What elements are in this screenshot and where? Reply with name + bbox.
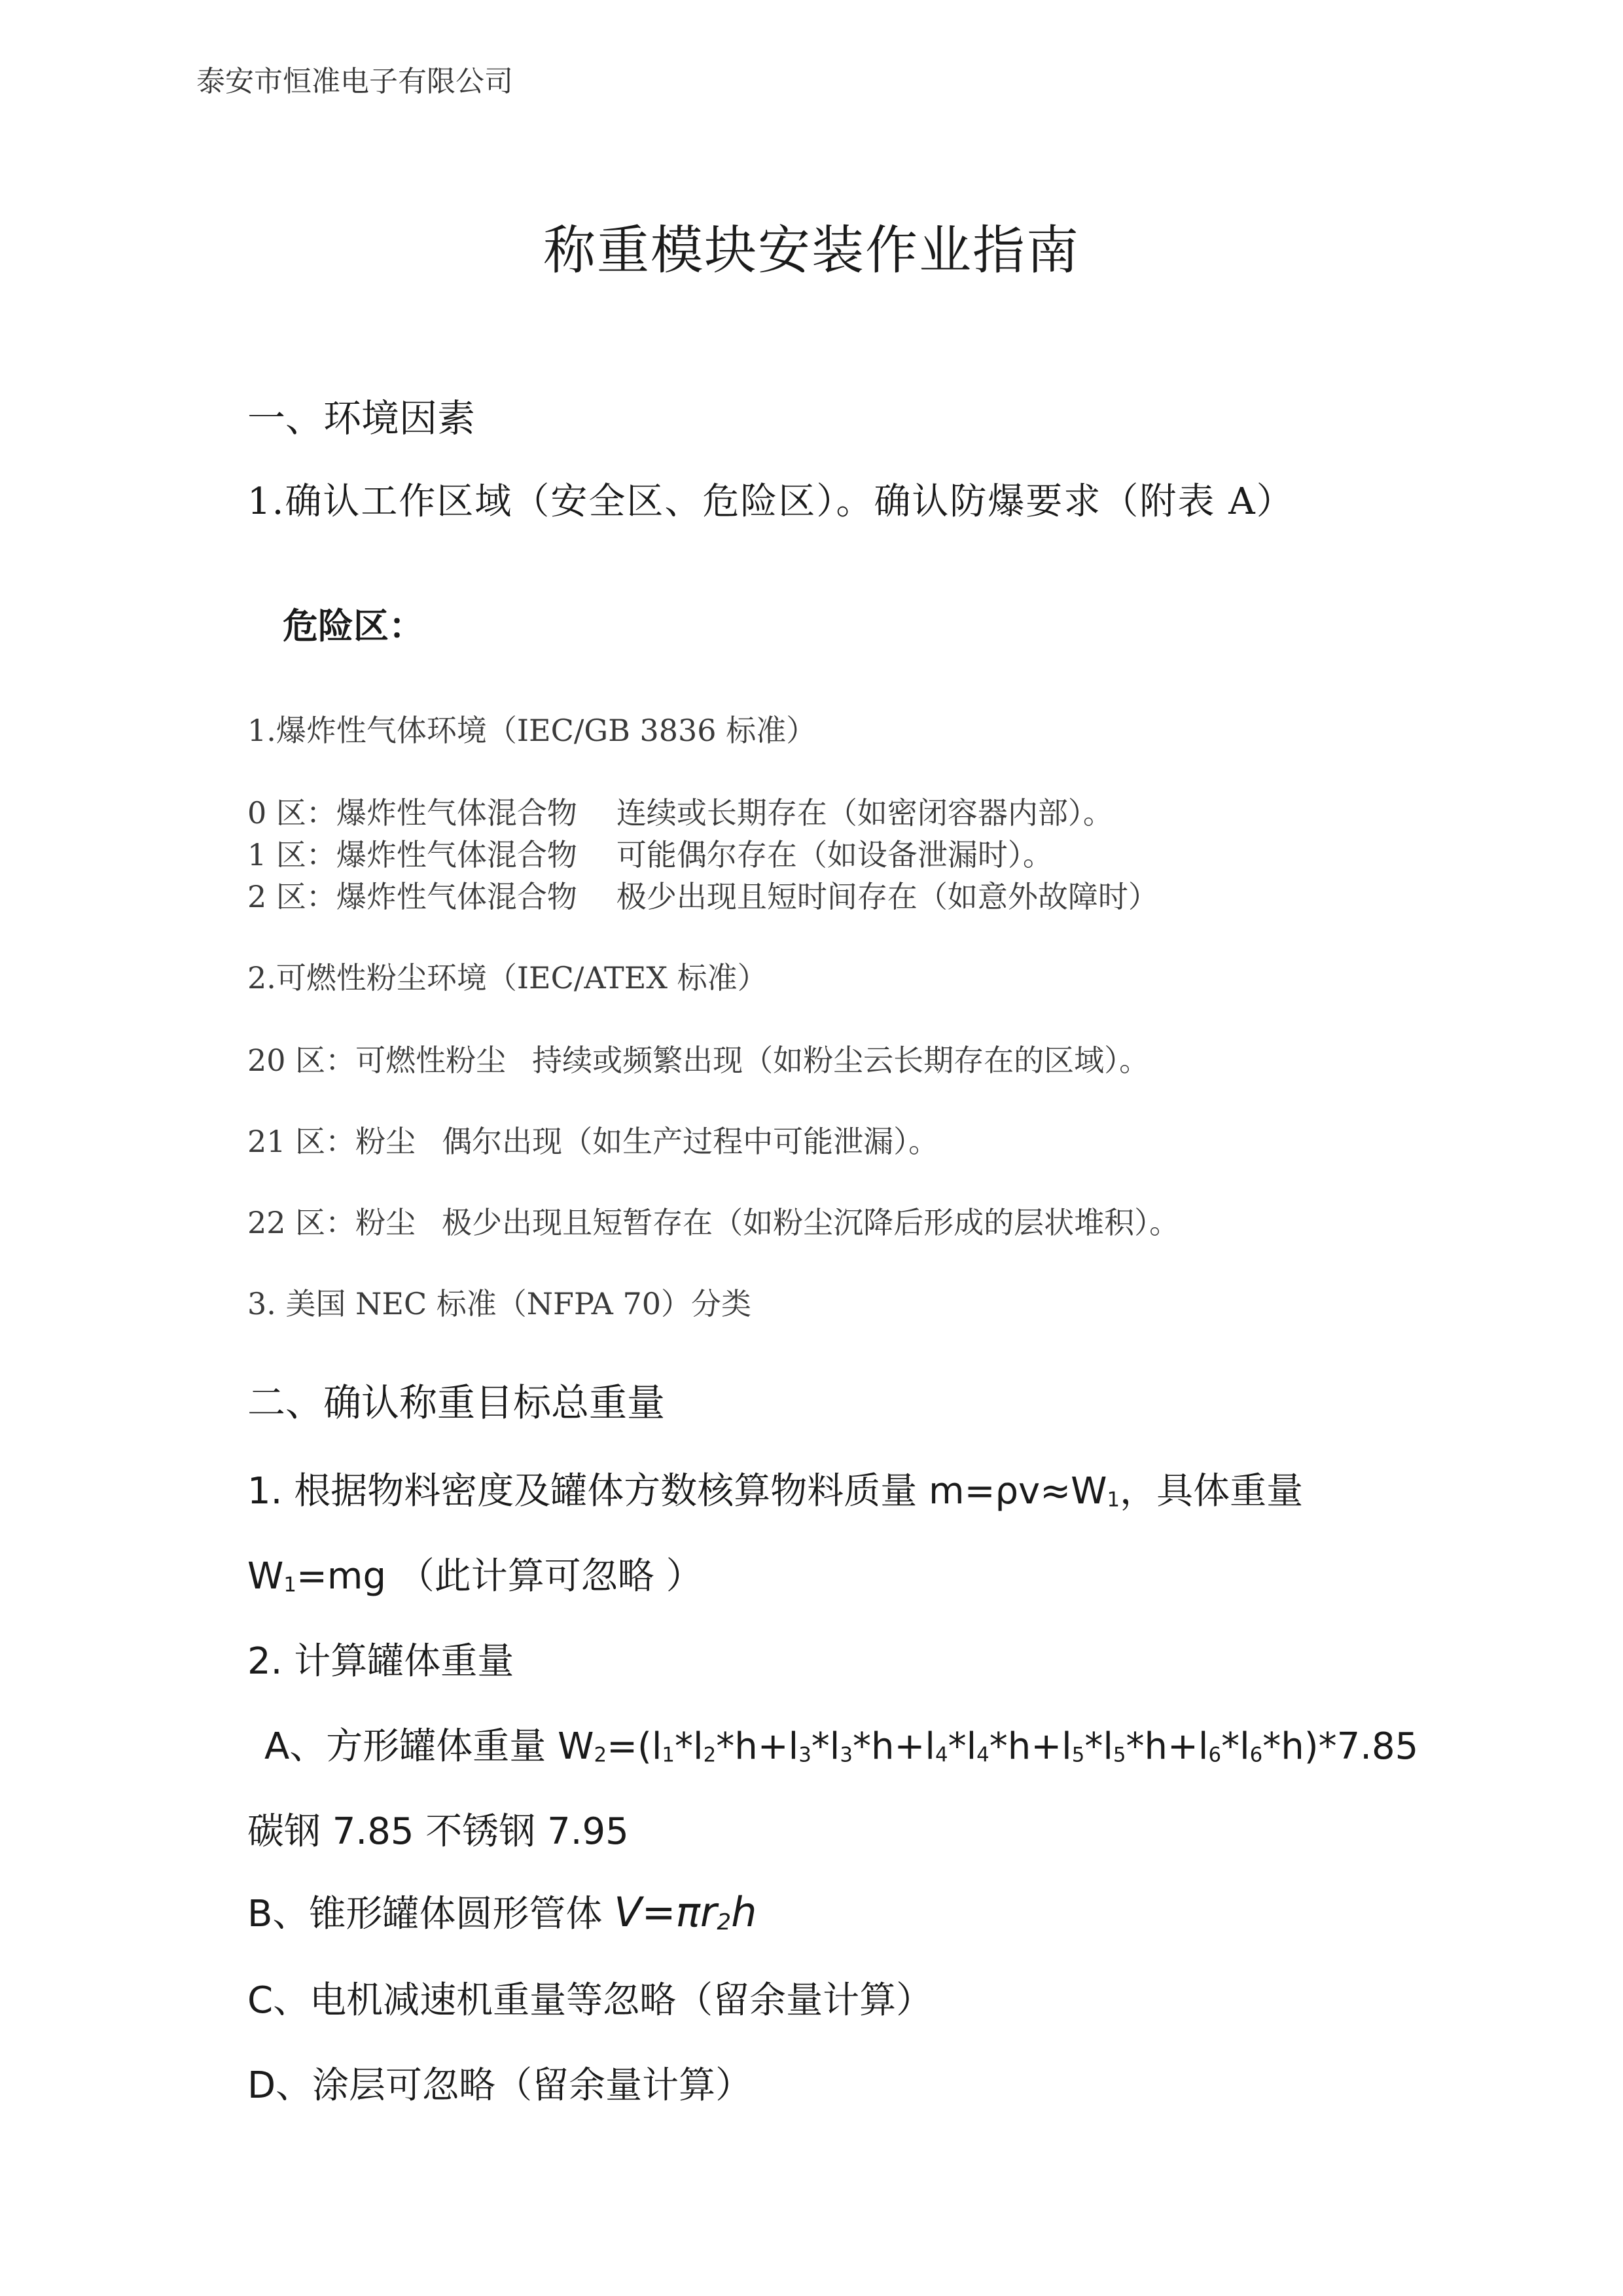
material-mass-line2 [247, 1547, 703, 1600]
s5: 4 [935, 1743, 948, 1767]
w1-label: W [247, 1555, 284, 1598]
zone-1-row [247, 831, 1053, 874]
t1: *l [675, 1725, 704, 1768]
s1: 1 [662, 1743, 675, 1767]
s7: 5 [1071, 1743, 1085, 1767]
document-title: 称重模块安装作业指南 [543, 220, 1080, 281]
tank-weight-item: 2. 计算罐体重量 [247, 1640, 514, 1683]
zone-22-desc: 极少出现且短暂存在（如粉尘沉降后形成的层状堆积）。 [442, 1205, 1180, 1240]
zone-20-row [247, 1037, 1149, 1080]
square-tank-formula [264, 1717, 1418, 1770]
motor-reducer-text: C、电机减速机重量等忽略（留余量计算） [247, 1979, 933, 2022]
zone-22-label: 22 区：粉尘 [247, 1205, 416, 1240]
s6: 4 [976, 1743, 990, 1767]
t9: *l [1221, 1725, 1250, 1768]
t7: *l [1084, 1725, 1113, 1768]
zone-2-row [247, 873, 1158, 916]
a-prefix: A、方形罐体重量 W [264, 1725, 594, 1768]
zone-1-label: 1 区：爆炸性气体混合物 [247, 837, 577, 872]
t4: *h+l [852, 1725, 935, 1768]
r-squared-subscript: 2 [717, 1909, 732, 1936]
w2-subscript: 2 [594, 1743, 607, 1767]
cone-tank-formula [247, 1885, 757, 1937]
danger-zone-label: 危险区： [283, 605, 424, 647]
s8: 5 [1113, 1743, 1126, 1767]
volume-formula: V=πr [614, 1888, 717, 1936]
s9: 6 [1208, 1743, 1222, 1767]
w1-subscript-2: 1 [283, 1573, 296, 1597]
zone-0-label: 0 区：爆炸性气体混合物 [247, 795, 577, 831]
t10: *h)*7.85 [1262, 1725, 1419, 1768]
section2-heading: 二、确认称重目标总重量 [247, 1380, 666, 1425]
t2: *h+l [716, 1725, 799, 1768]
zone-2-desc: 极少出现且短时间存在（如意外故障时） [616, 879, 1158, 914]
zone-2-label: 2 区：爆炸性气体混合物 [247, 879, 577, 914]
t8: *h+l [1126, 1725, 1209, 1768]
s10: 6 [1249, 1743, 1263, 1767]
section1-heading: 一、环境因素 [247, 396, 476, 440]
zone-0-row [247, 789, 1113, 833]
s2: 2 [703, 1743, 717, 1767]
zone-20-desc: 持续或频繁出现（如粉尘云长期存在的区域）。 [532, 1043, 1150, 1078]
f0: =(l [607, 1725, 662, 1768]
zone-20-label: 20 区：可燃性粉尘 [247, 1043, 507, 1078]
steel-density-text: 碳钢 7.85 不锈钢 7.95 [247, 1810, 629, 1853]
material-mass-line1 [247, 1462, 1303, 1515]
zone-1-desc: 可能偶尔存在（如设备泄漏时）。 [616, 837, 1053, 872]
zone-21-desc: 偶尔出现（如生产过程中可能泄漏）。 [442, 1124, 939, 1159]
zone-21-label: 21 区：粉尘 [247, 1124, 416, 1159]
mass-formula-suffix: ，具体重量 [1120, 1470, 1304, 1513]
mass-formula-text: 1. 根据物料密度及罐体方数核算物料质量 m=ρv≈W [247, 1470, 1107, 1513]
dust-environment-title: 2.可燃性粉尘环境（IEC/ATEX 标准） [247, 960, 768, 996]
section1-item1: 1.确认工作区域（安全区、危险区）。确认防爆要求（附表 A） [247, 480, 1294, 523]
weight-formula-text: =mg （此计算可忽略 ） [296, 1555, 703, 1598]
t5: *l [948, 1725, 977, 1768]
volume-formula-h: h [731, 1888, 757, 1936]
gas-environment-title: 1.爆炸性气体环境（IEC/GB 3836 标准） [247, 713, 817, 748]
zone-0-desc: 连续或长期存在（如密闭容器内部）。 [616, 795, 1113, 831]
s4: 3 [840, 1743, 853, 1767]
nec-standard-title: 3. 美国 NEC 标准（NFPA 70）分类 [247, 1286, 752, 1321]
s3: 3 [798, 1743, 812, 1767]
zone-21-row [247, 1118, 938, 1161]
w1-subscript: 1 [1107, 1488, 1120, 1512]
t3: *l [811, 1725, 840, 1768]
cone-tank-label: B、锥形罐体圆形管体 [247, 1893, 615, 1935]
t6: *h+l [989, 1725, 1072, 1768]
zone-22-row [247, 1199, 1179, 1242]
coating-text: D、涂层可忽略（留余量计算） [247, 2064, 753, 2107]
company-name: 泰安市恒准电子有限公司 [196, 65, 513, 98]
